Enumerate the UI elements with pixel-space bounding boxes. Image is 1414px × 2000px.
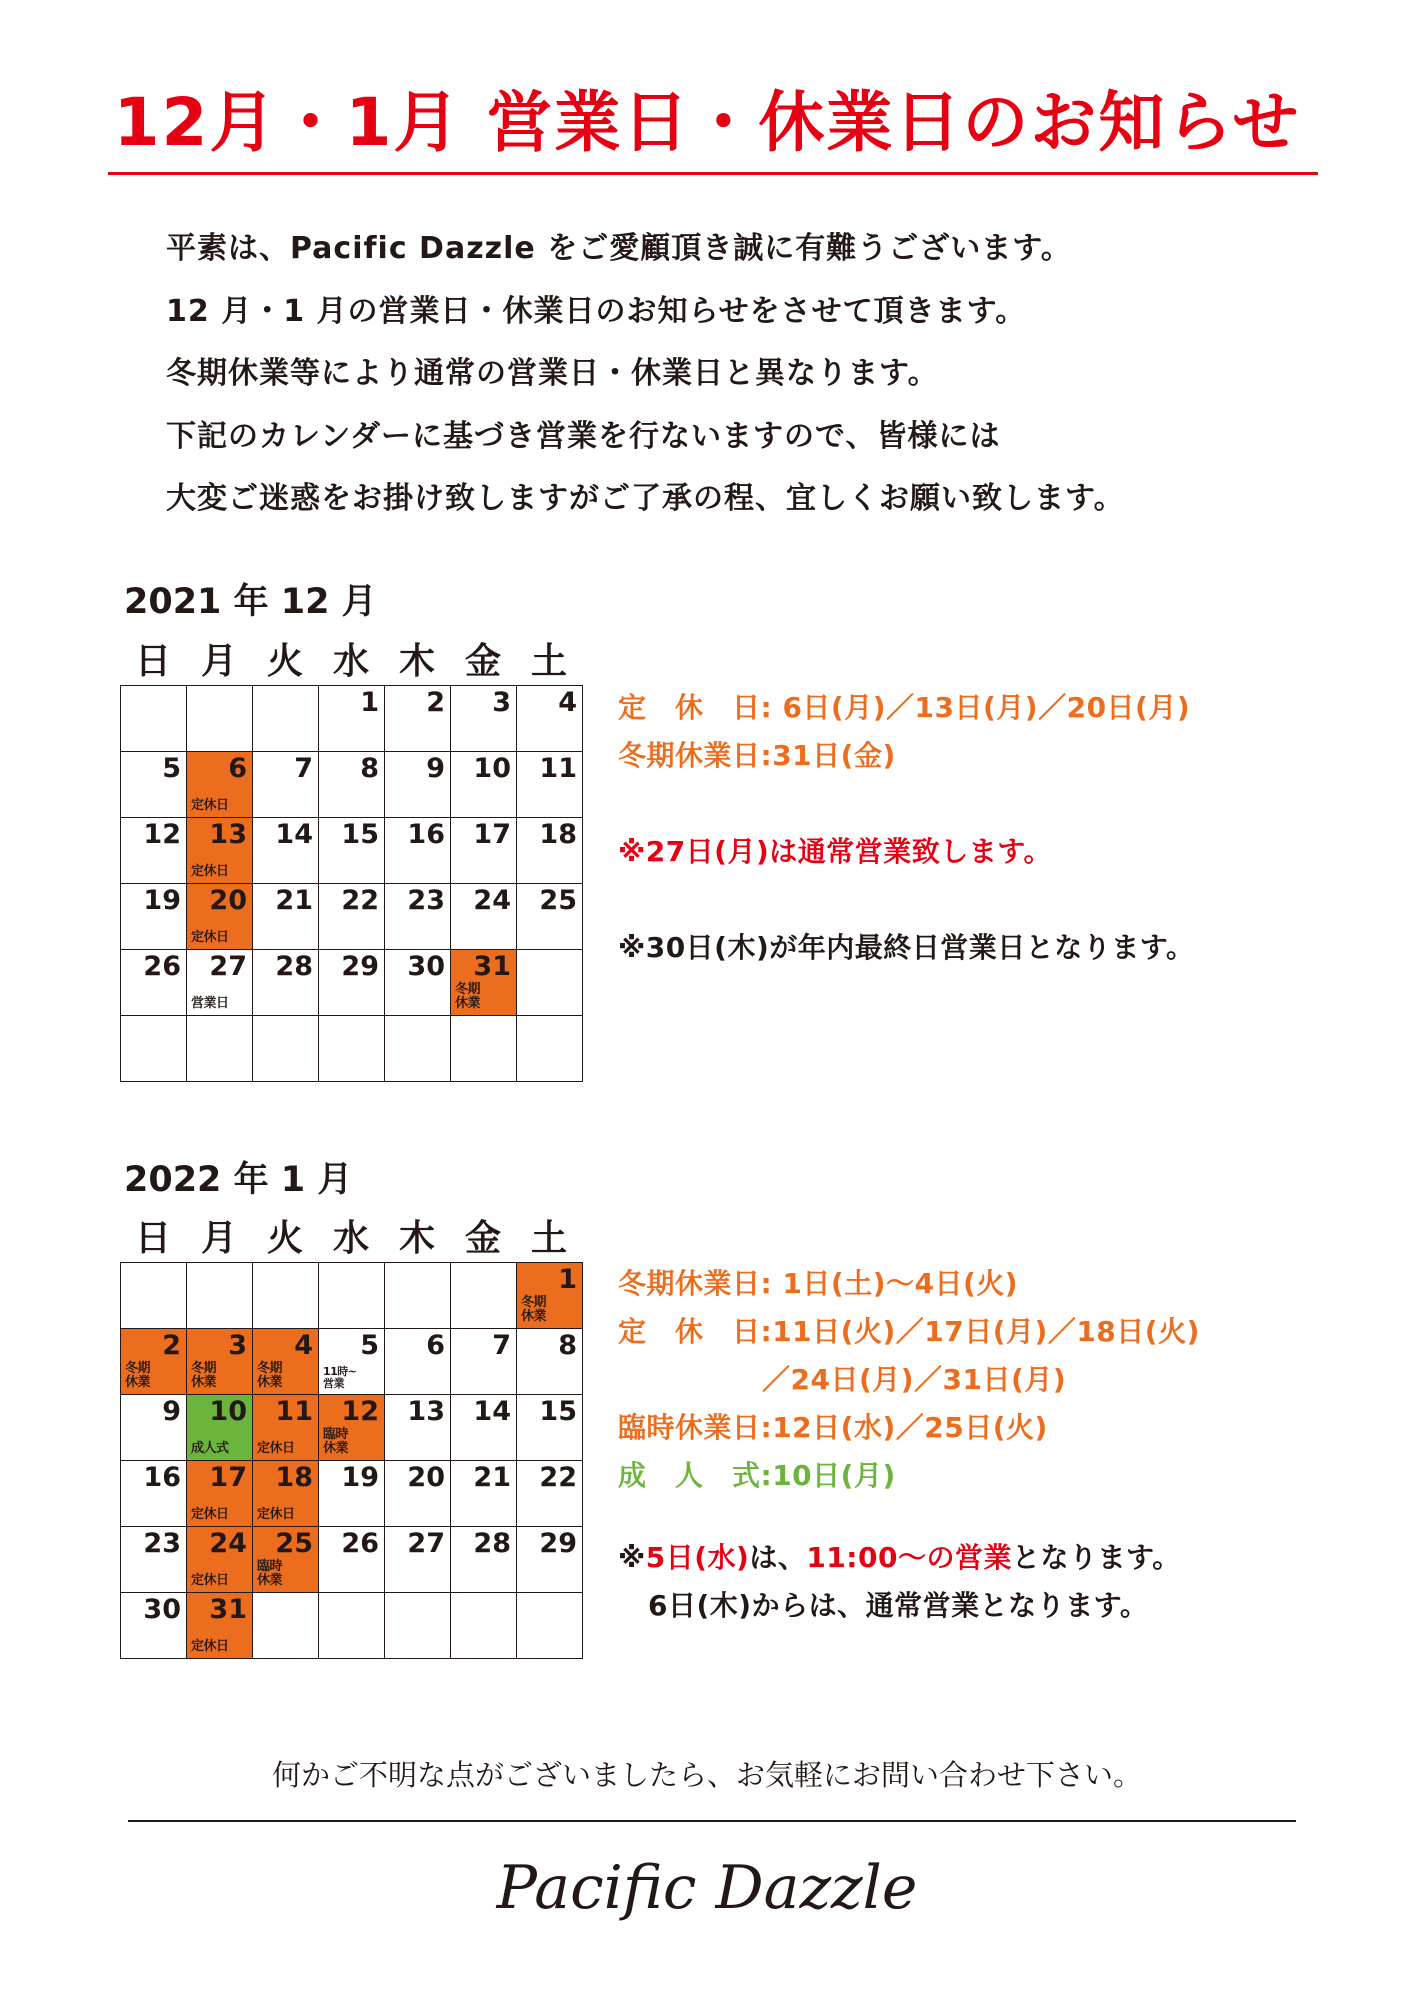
january-calendar: [120, 1262, 583, 1659]
intro-text: [166, 218, 1125, 531]
day-note: 定休日: [191, 864, 229, 879]
december-day-16: [385, 818, 451, 884]
day-number: 10: [473, 753, 511, 784]
january-day-12: [319, 1395, 385, 1461]
day-note: 11時~ 営業: [323, 1365, 357, 1390]
day-note: 定休日: [257, 1441, 295, 1456]
day-number: 26: [143, 951, 181, 982]
january-day-3: [187, 1329, 253, 1395]
december-day-25: [517, 884, 583, 950]
day-number: 6: [426, 1330, 445, 1361]
january-empty-cell: [385, 1263, 451, 1329]
day-number: 9: [426, 753, 445, 784]
december-day-27: [187, 950, 253, 1016]
day-number: 3: [228, 1330, 247, 1361]
december-day-8: [319, 752, 385, 818]
january-day-15: [517, 1395, 583, 1461]
dec-regular-holidays: 定 休 日: 6日(月)／13日(月)／20日(月): [618, 691, 1191, 724]
day-number: 27: [407, 1528, 445, 1559]
day-number: 19: [341, 1462, 379, 1493]
december-day-21: [253, 884, 319, 950]
day-number: 1: [360, 687, 379, 718]
dec-winter-holiday: 冬期休業日:31日(金): [618, 739, 896, 772]
january-day-23: [121, 1527, 187, 1593]
january-day-4: [253, 1329, 319, 1395]
day-number: 31: [473, 951, 511, 982]
intro-line: 下記のカレンダーに基づき営業を行ないますので、皆様には: [166, 418, 1001, 454]
day-number: 6: [228, 753, 247, 784]
january-empty-cell: [253, 1263, 319, 1329]
december-empty-cell: [187, 1016, 253, 1082]
december-day-11: [517, 752, 583, 818]
dec-note-27: ※27日(月)は通常営業致します。: [618, 835, 1053, 868]
january-day-19: [319, 1461, 385, 1527]
brand-logo: Pacific Dazzle: [496, 1853, 918, 1923]
december-info: [618, 684, 1195, 972]
january-day-18: [253, 1461, 319, 1527]
december-day-17: [451, 818, 517, 884]
day-number: 8: [360, 753, 379, 784]
january-day-5: [319, 1329, 385, 1395]
december-day-6: [187, 752, 253, 818]
january-day-13: [385, 1395, 451, 1461]
day-number: 5: [360, 1330, 379, 1361]
day-number: 21: [473, 1462, 511, 1493]
dec-note-30: ※30日(木)が年内最終日営業日となります。: [618, 931, 1195, 964]
day-number: 28: [275, 951, 313, 982]
day-number: 12: [143, 819, 181, 850]
day-note: 成人式: [191, 1441, 229, 1456]
january-empty-cell: [319, 1593, 385, 1659]
day-number: 19: [143, 885, 181, 916]
day-number: 11: [275, 1396, 313, 1427]
january-empty-cell: [121, 1263, 187, 1329]
january-day-21: [451, 1461, 517, 1527]
day-note: 臨時 休業: [323, 1427, 349, 1456]
day-number: 9: [162, 1396, 181, 1427]
day-number: 22: [539, 1462, 577, 1493]
day-number: 27: [209, 951, 247, 982]
january-day-22: [517, 1461, 583, 1527]
day-note: 冬期 休業: [191, 1361, 217, 1390]
day-number: 7: [492, 1330, 511, 1361]
intro-line: 12 月・1 月の営業日・休業日のお知らせをさせて頂きます。: [166, 293, 1027, 329]
january-title: 2022 年 1 月: [124, 1160, 353, 1200]
january-day-10: [187, 1395, 253, 1461]
december-day-26: [121, 950, 187, 1016]
december-day-28: [253, 950, 319, 1016]
december-empty-cell: [121, 686, 187, 752]
january-day-1: [517, 1263, 583, 1329]
december-day-20: [187, 884, 253, 950]
day-number: 5: [162, 753, 181, 784]
january-empty-cell: [385, 1593, 451, 1659]
day-note: 定休日: [191, 798, 229, 813]
december-day-9: [385, 752, 451, 818]
december-day-18: [517, 818, 583, 884]
day-number: 17: [473, 819, 511, 850]
december-day-4: [517, 686, 583, 752]
jan-note-mark: ※: [618, 1541, 646, 1574]
december-day-24: [451, 884, 517, 950]
day-number: 25: [275, 1528, 313, 1559]
page-title: 12月・1月 営業日・休業日のお知らせ: [113, 84, 1301, 161]
january-day-20: [385, 1461, 451, 1527]
december-empty-cell: [517, 950, 583, 1016]
december-day-29: [319, 950, 385, 1016]
december-day-30: [385, 950, 451, 1016]
weekday-fri: 金: [464, 1218, 501, 1259]
january-empty-cell: [451, 1593, 517, 1659]
footer-divider: [128, 1820, 1296, 1822]
december-day-10: [451, 752, 517, 818]
day-note: 冬期 休業: [257, 1361, 283, 1390]
day-note: 臨時 休業: [257, 1559, 283, 1588]
december-day-14: [253, 818, 319, 884]
day-note: 冬期 休業: [455, 982, 481, 1011]
day-number: 10: [209, 1396, 247, 1427]
day-number: 14: [473, 1396, 511, 1427]
day-number: 30: [143, 1594, 181, 1625]
january-day-9: [121, 1395, 187, 1461]
day-number: 2: [162, 1330, 181, 1361]
intro-line: 平素は、Pacific Dazzle をご愛顧頂き誠に有難うございます。: [166, 231, 1072, 266]
weekday-tue: 火: [266, 641, 303, 682]
day-number: 21: [275, 885, 313, 916]
january-empty-cell: [451, 1263, 517, 1329]
day-number: 23: [407, 885, 445, 916]
december-day-7: [253, 752, 319, 818]
december-empty-cell: [319, 1016, 385, 1082]
january-day-16: [121, 1461, 187, 1527]
day-number: 17: [209, 1462, 247, 1493]
december-empty-cell: [187, 686, 253, 752]
day-note: 営業日: [191, 996, 229, 1011]
december-day-12: [121, 818, 187, 884]
title-divider: [108, 172, 1318, 175]
day-number: 25: [539, 885, 577, 916]
day-number: 20: [209, 885, 247, 916]
january-empty-cell: [187, 1263, 253, 1329]
january-day-25: [253, 1527, 319, 1593]
footer-contact-text: 何かご不明な点がございましたら、お気軽にお問い合わせ下さい。: [271, 1758, 1142, 1792]
day-note: 定休日: [191, 1507, 229, 1522]
day-note: 定休日: [191, 930, 229, 945]
day-number: 1: [558, 1264, 577, 1295]
december-day-15: [319, 818, 385, 884]
weekday-sat: 土: [530, 1218, 567, 1259]
weekday-fri: 金: [464, 641, 501, 682]
day-number: 29: [341, 951, 379, 982]
weekday-thu: 木: [398, 1218, 435, 1259]
december-day-23: [385, 884, 451, 950]
day-number: 18: [539, 819, 577, 850]
december-empty-cell: [451, 1016, 517, 1082]
day-number: 26: [341, 1528, 379, 1559]
weekday-sat: 土: [530, 641, 567, 682]
day-number: 20: [407, 1462, 445, 1493]
weekday-wed: 水: [332, 1218, 369, 1259]
december-day-31: [451, 950, 517, 1016]
day-number: 12: [341, 1396, 379, 1427]
january-empty-cell: [517, 1593, 583, 1659]
day-note: 定休日: [257, 1507, 295, 1522]
december-day-1: [319, 686, 385, 752]
jan-winter-holidays: 冬期休業日: 1日(土)～4日(火): [618, 1267, 1019, 1300]
december-day-5: [121, 752, 187, 818]
day-number: 15: [539, 1396, 577, 1427]
january-empty-cell: [319, 1263, 385, 1329]
day-note: 定休日: [191, 1573, 229, 1588]
jan-coming-of-age-day: 成 人 式:10日(月): [618, 1459, 896, 1492]
january-day-27: [385, 1527, 451, 1593]
intro-line: 大変ご迷惑をお掛け致しますがご了承の程、宜しくお願い致します。: [166, 481, 1125, 516]
january-day-17: [187, 1461, 253, 1527]
day-number: 24: [473, 885, 511, 916]
january-weekday-header: [120, 1215, 582, 1263]
jan-note-text-end: となります。: [1011, 1541, 1181, 1574]
day-number: 8: [558, 1330, 577, 1361]
day-number: 13: [209, 819, 247, 850]
december-day-3: [451, 686, 517, 752]
day-number: 16: [143, 1462, 181, 1493]
day-number: 24: [209, 1528, 247, 1559]
january-day-31: [187, 1593, 253, 1659]
december-empty-cell: [253, 1016, 319, 1082]
day-number: 23: [143, 1528, 181, 1559]
december-empty-cell: [385, 1016, 451, 1082]
day-number: 2: [426, 687, 445, 718]
january-day-11: [253, 1395, 319, 1461]
day-number: 22: [341, 885, 379, 916]
december-title: 2021 年 12 月: [124, 582, 377, 622]
day-number: 4: [558, 687, 577, 718]
january-day-2: [121, 1329, 187, 1395]
january-day-28: [451, 1527, 517, 1593]
day-note: 冬期 休業: [521, 1295, 547, 1324]
day-number: 11: [539, 753, 577, 784]
day-number: 15: [341, 819, 379, 850]
day-number: 31: [209, 1594, 247, 1625]
december-weekday-header: [120, 638, 582, 686]
january-day-30: [121, 1593, 187, 1659]
december-day-19: [121, 884, 187, 950]
december-calendar: [120, 685, 583, 1082]
intro-line: 冬期休業等により通常の営業日・休業日と異なります。: [166, 356, 939, 391]
january-info: [618, 1260, 1200, 1630]
december-empty-cell: [121, 1016, 187, 1082]
january-day-26: [319, 1527, 385, 1593]
weekday-thu: 木: [398, 641, 435, 682]
jan-note-hours: 11:00～の営業: [806, 1541, 1012, 1574]
december-day-2: [385, 686, 451, 752]
jan-regular-holidays-cont: ／24日(月)／31日(月): [762, 1363, 1067, 1396]
day-number: 13: [407, 1396, 445, 1427]
january-day-14: [451, 1395, 517, 1461]
january-empty-cell: [253, 1593, 319, 1659]
day-note: 定休日: [191, 1639, 229, 1654]
january-day-29: [517, 1527, 583, 1593]
december-empty-cell: [253, 686, 319, 752]
day-number: 16: [407, 819, 445, 850]
day-number: 4: [294, 1330, 313, 1361]
jan-note-date: 5日(水): [645, 1541, 750, 1574]
day-number: 29: [539, 1528, 577, 1559]
january-day-24: [187, 1527, 253, 1593]
day-number: 28: [473, 1528, 511, 1559]
jan-note-6: 6日(木)からは、通常営業となります。: [648, 1589, 1149, 1622]
weekday-sun: 日: [134, 641, 171, 682]
weekday-wed: 水: [332, 641, 369, 682]
day-note: 冬期 休業: [125, 1361, 151, 1390]
jan-note-5: [618, 1534, 1200, 1582]
january-day-7: [451, 1329, 517, 1395]
day-number: 30: [407, 951, 445, 982]
day-number: 3: [492, 687, 511, 718]
day-number: 18: [275, 1462, 313, 1493]
jan-temporary-holidays: 臨時休業日:12日(水)／25日(火): [618, 1411, 1048, 1444]
weekday-sun: 日: [134, 1218, 171, 1259]
january-day-8: [517, 1329, 583, 1395]
jan-regular-holidays: 定 休 日:11日(火)／17日(月)／18日(火): [618, 1315, 1200, 1348]
december-day-13: [187, 818, 253, 884]
jan-note-text: は、: [749, 1541, 807, 1574]
day-number: 14: [275, 819, 313, 850]
day-number: 7: [294, 753, 313, 784]
weekday-mon: 月: [200, 1218, 237, 1259]
weekday-mon: 月: [200, 641, 237, 682]
december-day-22: [319, 884, 385, 950]
december-empty-cell: [517, 1016, 583, 1082]
weekday-tue: 火: [266, 1218, 303, 1259]
january-day-6: [385, 1329, 451, 1395]
